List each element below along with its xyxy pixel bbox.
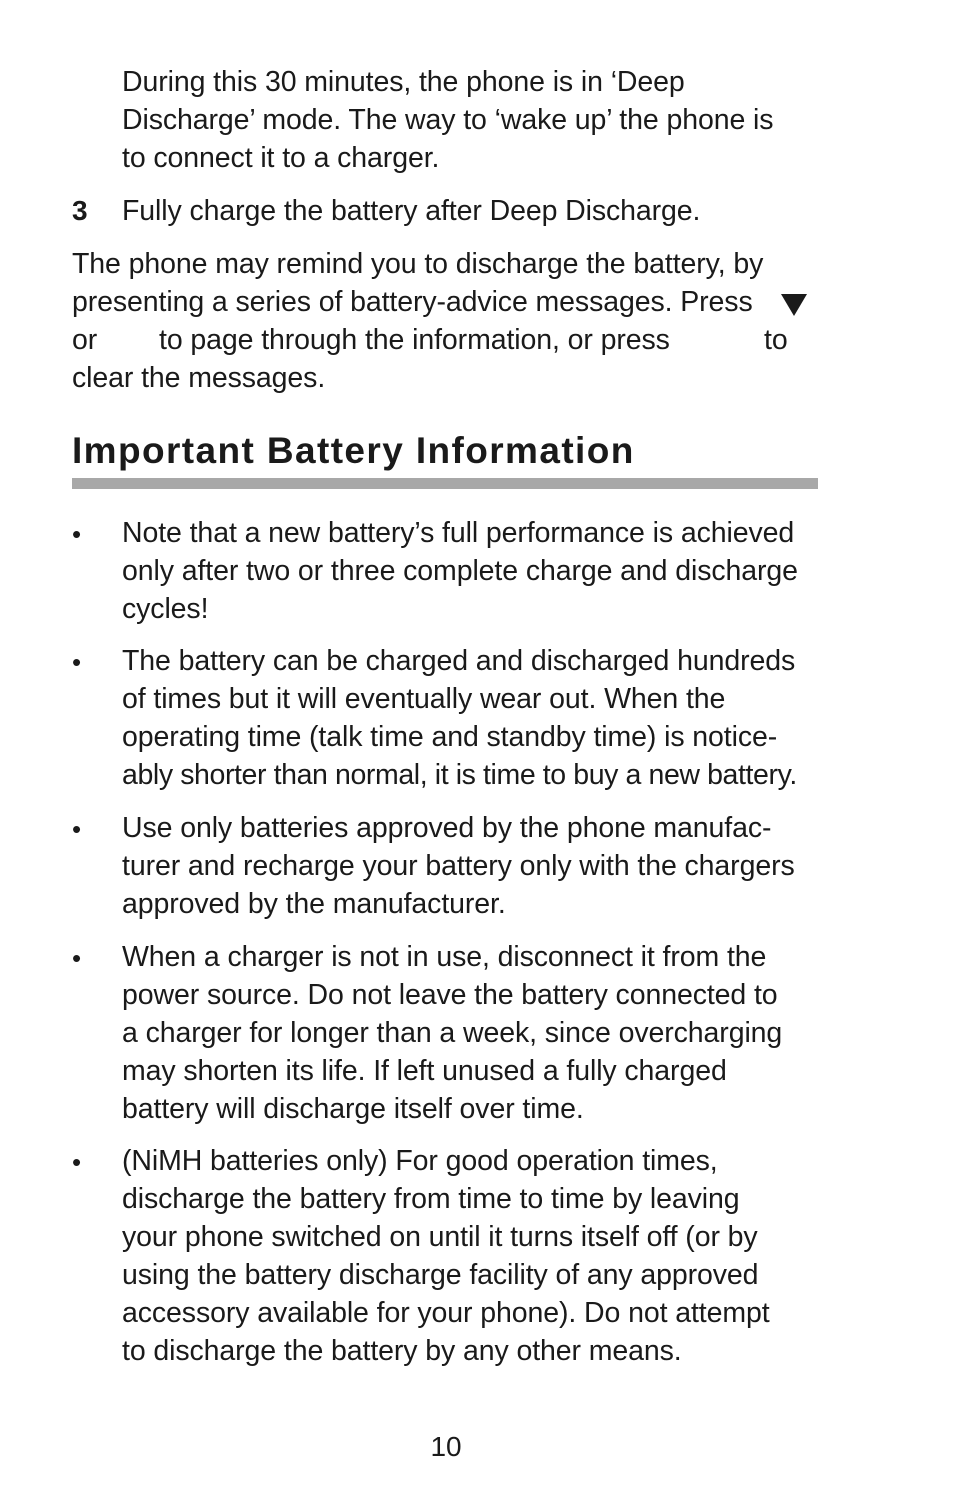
bullet-line: cycles! bbox=[122, 593, 209, 625]
bullet-line: The battery can be charged and discharged hundreds bbox=[122, 645, 796, 677]
bullet-line: of times but it will eventually wear out. When the bbox=[122, 683, 726, 715]
bullet-line: When a charger is not in use, disconnect it from the bbox=[122, 941, 767, 973]
step-text: Fully charge the battery after Deep Discharge. bbox=[122, 195, 701, 227]
intro-line: Discharge’ mode. The way to ‘wake up’ the phone is bbox=[122, 104, 774, 136]
bullet-symbol: • bbox=[72, 1147, 82, 1177]
bullet-line: only after two or three complete charge and discharge bbox=[122, 555, 798, 587]
bullet-line: operating time (talk time and standby time) is notice- bbox=[122, 721, 778, 753]
bullet-line: turer and recharge your battery only with the chargers bbox=[122, 850, 795, 882]
bullet-line: your phone switched on until it turns itself off (or by bbox=[122, 1221, 758, 1253]
bullet-line: Use only batteries approved by the phone manufac- bbox=[122, 812, 772, 844]
remind-line: presenting a series of battery-advice messages. Press bbox=[72, 286, 753, 318]
remind-line-middle: to page through the information, or press bbox=[159, 324, 670, 356]
remind-line-or: or bbox=[72, 324, 98, 356]
bullet-symbol: • bbox=[72, 943, 82, 973]
remind-line-to: to bbox=[764, 324, 788, 356]
bullet-symbol: • bbox=[72, 519, 82, 549]
bullet-line: using the battery discharge facility of any approved bbox=[122, 1259, 759, 1291]
down-arrow-icon bbox=[781, 294, 807, 316]
bullet-line: battery will discharge itself over time. bbox=[122, 1093, 584, 1125]
bullet-symbol: • bbox=[72, 814, 82, 844]
bullet-line: may shorten its life. If left unused a fully charged bbox=[122, 1055, 727, 1087]
bullet-line: to discharge the battery by any other means. bbox=[122, 1335, 682, 1367]
bullet-line: Note that a new battery’s full performance is achieved bbox=[122, 517, 795, 549]
step-number: 3 bbox=[72, 195, 88, 226]
page-number: 10 bbox=[430, 1431, 462, 1462]
bullet-line: approved by the manufacturer. bbox=[122, 888, 506, 920]
remind-line: clear the messages. bbox=[72, 362, 326, 394]
intro-line: During this 30 minutes, the phone is in ‘Deep bbox=[122, 66, 685, 98]
bullet-line: (NiMH batteries only) For good operation times, bbox=[122, 1145, 718, 1177]
bullet-line: accessory available for your phone). Do not attempt bbox=[122, 1297, 770, 1329]
bullet-line: discharge the battery from time to time by leaving bbox=[122, 1183, 740, 1215]
bullet-line: a charger for longer than a week, since overcharging bbox=[122, 1017, 783, 1049]
intro-line: to connect it to a charger. bbox=[122, 142, 440, 174]
bullet-symbol: • bbox=[72, 647, 82, 677]
bullet-line: power source. Do not leave the battery connected to bbox=[122, 979, 778, 1011]
bullet-line: ably shorter than normal, it is time to buy a new battery. bbox=[122, 759, 797, 791]
remind-line: The phone may remind you to discharge the battery, by bbox=[72, 248, 764, 280]
section-heading: Important Battery Information bbox=[72, 430, 635, 471]
heading-rule bbox=[72, 478, 818, 489]
